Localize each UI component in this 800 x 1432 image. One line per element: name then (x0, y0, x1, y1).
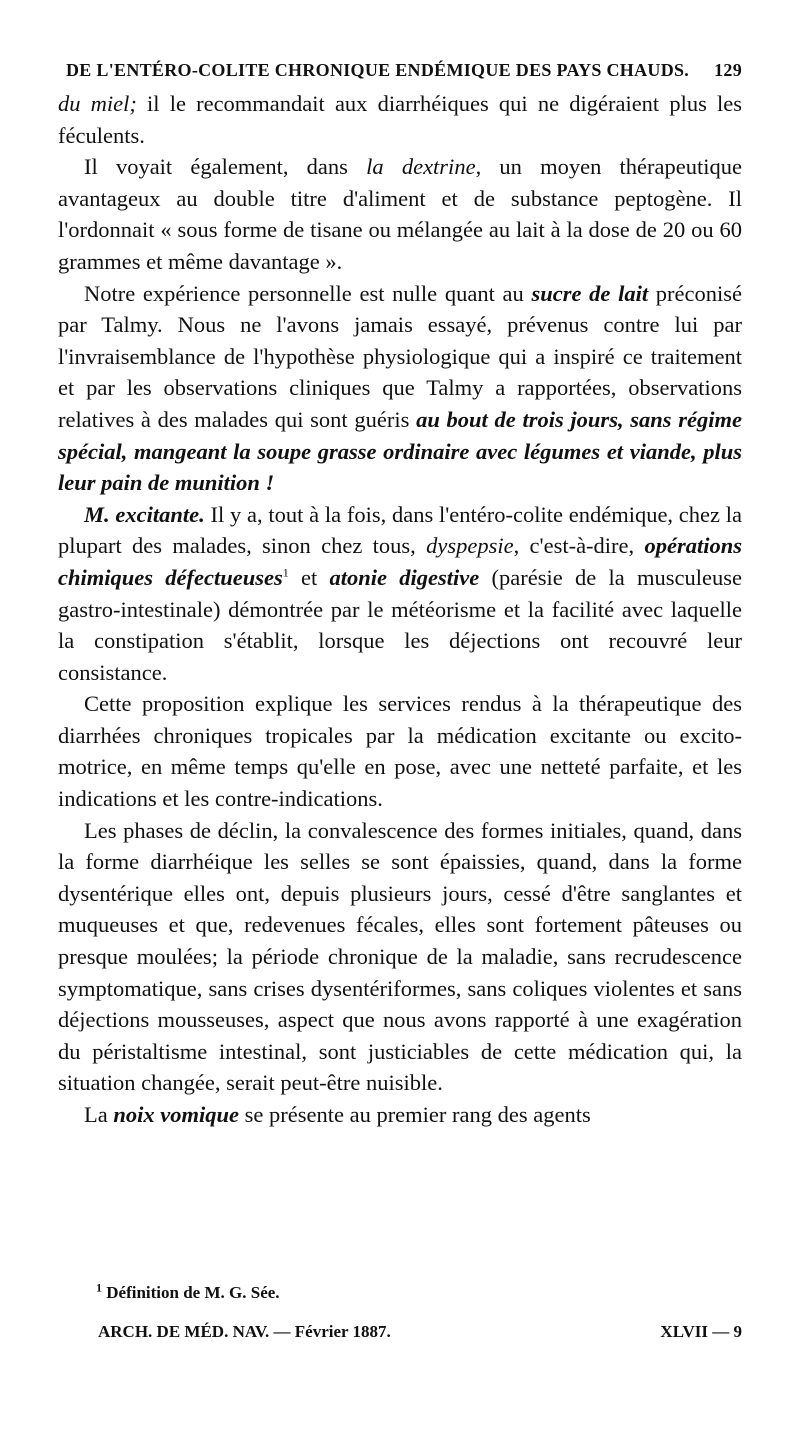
footnote-text: Définition de M. G. Sée. (106, 1283, 280, 1302)
text-run: Les phases de déclin, la convalescence des formes initiales, quand, dans la forme diarrhéique les selles se sont épaissies, quand, dans la forme dysentérique elles ont, depuis plusieurs jours, cessé d'être sanglantes et muqueuses et que, redevenues fécales, elles sont fortement pâteuses ou presque moulées; la période chronique de la maladie, sans recrudescence symptomatique, sans crises dysentériformes, sans coliques violentes et sans déjections mousseuses, aspect que nous avons rapporté à une exagération du péristaltisme intestinal, sont justiciables de cette médication qui, la situation changée, serait peut-être nuisible. (58, 817, 742, 1096)
body-text (58, 88, 742, 1131)
running-header (66, 60, 742, 81)
paragraph (58, 278, 742, 499)
paragraph (58, 688, 742, 814)
text-run: (parésie de la musculeuse gastro-intestinale) démontrée par le météorisme et la facilité avec laquelle la constipation s'établit, lorsque les déjections ont recouvré leur consistance. (58, 564, 742, 685)
emphasized-text: M. excitante. (84, 501, 205, 527)
text-run: se présente au premier rang des agents (239, 1102, 591, 1127)
text-run: préconisé par Talmy. Nous ne l'avons jamais essayé, prévenus contre lui par l'invraisemblance de l'hypothèse physiologique qui a inspiré ce traitement et par les observations cliniques que Talmy a rapportées, observations relatives à des malades qui sont guéris (58, 280, 742, 432)
emphasized-text: noix vomique (113, 1102, 239, 1127)
footnote (96, 1280, 742, 1303)
text-run: et (288, 564, 330, 590)
text-run: Cette proposition explique les services rendus à la thérapeutique des diarrhées chroniques tropicales par la médication excitante ou excito-motrice, en même temps qu'elle en pose, avec une netteté parfaite, et les indications et les contre-indications. (58, 691, 742, 812)
page-footer (98, 1322, 742, 1342)
emphasized-text: dyspepsie (426, 533, 514, 559)
text-run: Notre expérience personnelle est nulle quant au (84, 280, 532, 306)
emphasized-text: sucre de lait (531, 280, 649, 306)
footnote-marker: 1 (96, 1280, 102, 1295)
page-number: 129 (714, 60, 742, 80)
text-run: La (84, 1102, 114, 1127)
text-run: il le recommandait aux diarrhéiques qui ne digéraient plus les féculents. (58, 91, 742, 148)
running-title: DE L'ENTÉRO-COLITE CHRONIQUE ENDÉMIQUE DES PAYS CHAUDS. (66, 60, 690, 80)
paragraph (58, 88, 742, 151)
text-run: , c'est-à-dire, (513, 533, 645, 559)
text-run: Il voyait également, dans (84, 154, 367, 180)
journal-citation: ARCH. DE MÉD. NAV. — Février 1887. (98, 1322, 391, 1341)
emphasized-text: la dextrine (366, 154, 476, 180)
paragraph (58, 499, 742, 689)
paragraph (58, 151, 742, 277)
text-run: Il y a, tout à la fois, dans l'entéro-colite endémique, chez la plupart des malades, sinon chez tous, (58, 501, 743, 559)
emphasized-text: opérations chimiques défectueuses (58, 533, 742, 590)
signature-mark: XLVII — 9 (660, 1322, 742, 1341)
paragraph (58, 1099, 742, 1131)
emphasized-text: du miel; (58, 91, 137, 116)
emphasized-text: au bout de trois jours, sans régime spécial, mangeant la soupe grasse ordinaire avec légumes et viande, plus leur pain de munition ! (58, 406, 742, 496)
emphasized-text: atonie digestive (329, 564, 480, 590)
paragraph (58, 815, 742, 1099)
footnote-reference: 1 (282, 565, 289, 580)
text-run: , un moyen thérapeutique avantageux au double titre d'aliment et de substance peptogène. Il l'ordonnait « sous forme de tisane ou mélangée au lait à la dose de 20 ou 60 grammes et même davantage ». (58, 154, 742, 274)
